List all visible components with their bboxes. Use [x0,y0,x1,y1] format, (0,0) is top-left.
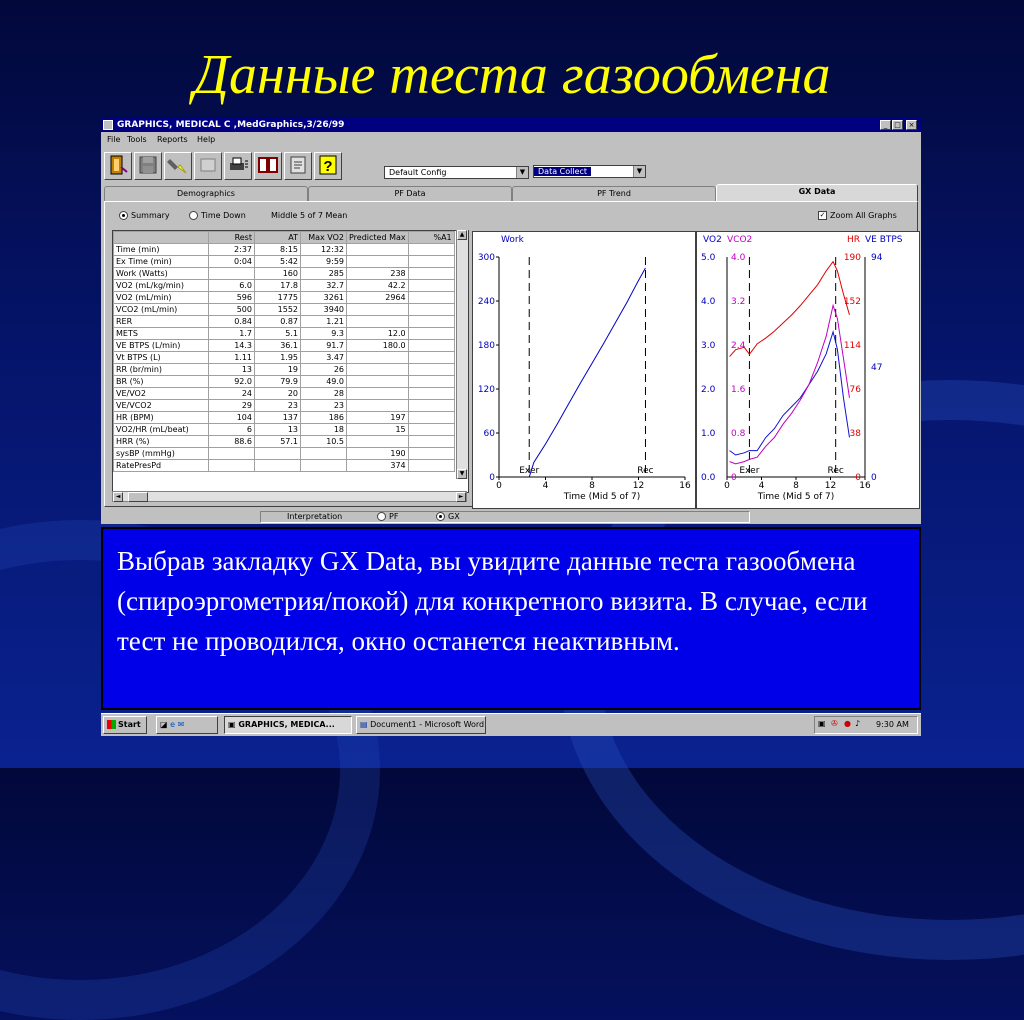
gx-radio[interactable] [436,512,460,522]
legend-vo2: VO2 [703,235,722,245]
row-label[interactable]: Vt BTPS (L) [114,352,209,364]
table-cell[interactable]: 1552 [255,304,301,316]
row-label[interactable] [114,232,209,244]
table-cell[interactable] [347,256,409,268]
clock: 9:30 AM [876,720,909,729]
legend-ve-btps: VE BTPS [865,235,903,245]
slide-title: Данные теста газообмена [193,44,831,106]
table-cell[interactable] [347,304,409,316]
table-cell[interactable] [255,448,301,460]
table-cell[interactable]: 17.8 [255,280,301,292]
table-row[interactable] [114,256,455,268]
table-cell[interactable]: 2:37 [209,244,255,256]
tray-icon[interactable]: ● [844,719,851,728]
menu-bar [101,133,921,146]
radio-empty-icon [189,211,198,220]
windows-logo-icon [107,720,116,729]
row-label[interactable]: RER [114,316,209,328]
table-cell[interactable] [408,460,454,472]
time-down-radio[interactable] [189,211,246,220]
x-tick-label: 16 [859,481,871,491]
summary-table [112,230,469,493]
app-window [101,118,921,524]
table-cell[interactable]: 500 [209,304,255,316]
table-row[interactable] [114,268,455,280]
vo2-series-line [730,332,850,455]
table-cell[interactable] [408,304,454,316]
y-left2-tick-label: 3.2 [731,297,746,307]
table-cell[interactable]: 12:32 [301,244,347,256]
table-cell[interactable]: 0:04 [209,256,255,268]
table-cell[interactable]: 26 [301,364,347,376]
scroll-up-icon[interactable]: ▲ [457,230,467,240]
table-cell[interactable]: 91.7 [301,340,347,352]
phase-marker-label: Rec [637,466,654,476]
toolbar [101,148,921,184]
taskbar-app-word-label: Document1 - Microsoft Word [370,720,485,729]
interpretation-bar [260,511,750,523]
table-cell[interactable]: 1.21 [301,316,347,328]
table-row[interactable] [114,328,455,340]
table-cell[interactable]: 28 [301,388,347,400]
table-row[interactable] [114,292,455,304]
flashlight-icon[interactable] [164,152,192,180]
table-cell[interactable]: 6 [209,424,255,436]
table-cell[interactable]: Predicted Max [347,232,409,244]
row-label[interactable]: METS [114,328,209,340]
menu-tools[interactable]: Tools [127,135,147,144]
table-cell[interactable] [347,364,409,376]
radio-empty-icon [377,512,386,521]
scroll-right-icon[interactable]: ► [456,492,466,502]
table-cell[interactable] [408,364,454,376]
table-cell[interactable] [209,448,255,460]
volume-icon[interactable]: ♪ [855,719,861,728]
taskbar-app-graphics-label: GRAPHICS, MEDICA... [238,720,335,729]
row-label[interactable]: VO2 (mL/kg/min) [114,280,209,292]
x-tick-label: 12 [824,481,837,491]
table-row[interactable] [114,376,455,388]
menu-reports[interactable]: Reports [157,135,188,144]
table-cell[interactable] [408,316,454,328]
table-cell[interactable]: 238 [347,268,409,280]
table-row[interactable] [114,280,455,292]
y-tick-label: 120 [477,385,495,395]
window-titlebar[interactable] [101,118,921,132]
y-right-tick-label: 190 [843,253,861,263]
table-cell[interactable] [347,388,409,400]
scroll-thumb[interactable] [128,492,148,502]
table-cell[interactable]: 285 [301,268,347,280]
window-title: GRAPHICS, MEDICAL C ,MedGraphics,3/26/99 [117,120,345,130]
close-button[interactable]: × [906,120,917,130]
table-cell[interactable]: 10.5 [301,436,347,448]
table-cell[interactable]: Rest [209,232,255,244]
tray-icon[interactable]: ▣ [818,719,826,728]
table-row[interactable] [114,400,455,412]
table-cell[interactable] [347,376,409,388]
work-chart [472,231,696,509]
table-cell[interactable]: 57.1 [255,436,301,448]
table-cell[interactable] [408,448,454,460]
y-left2-tick-label: 0.8 [731,429,746,439]
row-label[interactable]: RR (br/min) [114,364,209,376]
table-cell[interactable] [209,460,255,472]
table-cell[interactable] [408,412,454,424]
row-label[interactable]: VO2 (mL/min) [114,292,209,304]
table-cell[interactable]: 9.3 [301,328,347,340]
desktop-icon[interactable]: ◪ [160,720,168,729]
radio-selected-icon [436,512,445,521]
taskbar-app-graphics[interactable] [224,716,352,734]
table-row[interactable] [114,460,455,472]
table-cell[interactable]: 3261 [301,292,347,304]
system-tray [814,716,918,734]
status-bar [101,510,921,524]
phase-marker-label: Exer [519,466,540,476]
table-cell[interactable] [347,316,409,328]
blank-form-icon[interactable] [194,152,222,180]
y-right2-tick-label: 47 [871,363,883,373]
x-tick-label: 16 [679,481,691,491]
horizontal-scrollbar[interactable] [112,491,467,502]
y-right2-tick-label: 0 [871,473,877,483]
row-label[interactable]: HRR (%) [114,436,209,448]
y-right-tick-label: 76 [849,385,861,395]
table-cell[interactable]: 8:15 [255,244,301,256]
table-row[interactable] [114,412,455,424]
y-left-tick-label: 5.0 [701,253,716,263]
y-left2-tick-label: 0 [731,473,737,483]
tray-icon[interactable]: ✇ [831,719,838,728]
help-question-icon[interactable] [314,152,342,180]
row-label[interactable]: Work (Watts) [114,268,209,280]
mean-label: Middle 5 of 7 Mean [271,211,348,220]
legend-hr: HR [847,235,861,245]
row-label[interactable]: Ex Time (min) [114,256,209,268]
table-cell[interactable]: 186 [301,412,347,424]
start-label: Start [118,720,141,729]
table-cell[interactable] [209,268,255,280]
table-row[interactable] [114,352,455,364]
tab-strip [104,185,918,201]
table-cell[interactable] [347,400,409,412]
row-label[interactable]: RatePresPd [114,460,209,472]
table-row[interactable] [114,436,455,448]
gx-label: GX [448,512,460,521]
y-left-tick-label: 3.0 [701,341,716,351]
printer-icon[interactable] [224,152,252,180]
table-cell[interactable]: 12.0 [347,328,409,340]
table-cell[interactable] [301,460,347,472]
table-cell[interactable]: 190 [347,448,409,460]
table-row[interactable] [114,448,455,460]
y-tick-label: 60 [483,429,495,439]
book-icon[interactable] [254,152,282,180]
table-cell[interactable]: 5.1 [255,328,301,340]
y-left2-tick-label: 1.6 [731,385,746,395]
table-cell[interactable]: 20 [255,388,301,400]
y-right2-tick-label: 94 [871,253,883,263]
table-cell[interactable] [408,352,454,364]
scroll-down-icon[interactable]: ▼ [457,469,467,479]
y-tick-label: 0 [489,473,495,483]
ie-icon[interactable]: e [170,720,176,729]
chevron-down-icon[interactable]: ▼ [516,167,528,178]
x-tick-label: 12 [632,481,645,491]
table-cell[interactable] [255,460,301,472]
work-series-line [529,268,645,477]
tab-pf-trend[interactable]: PF Trend [512,186,716,201]
table-cell[interactable]: 15 [347,424,409,436]
table-cell[interactable]: 23 [255,400,301,412]
y-right-tick-label: 0 [855,473,861,483]
table-cell[interactable]: 180.0 [347,340,409,352]
table-row[interactable] [114,244,455,256]
checkmark-icon: ✓ [819,211,826,219]
y-left-tick-label: 0.0 [701,473,716,483]
x-axis-label: Time (Mid 5 of 7) [563,492,641,502]
table-cell[interactable] [301,448,347,460]
table-cell[interactable] [408,436,454,448]
table-header-row[interactable] [114,232,455,244]
graphics-app-icon: ▣ [228,720,236,729]
summary-label: Summary [131,211,170,220]
table-cell[interactable] [347,244,409,256]
zoom-all-checkbox[interactable] [818,211,897,220]
table-cell[interactable]: 1.7 [209,328,255,340]
table-cell[interactable]: 14.3 [209,340,255,352]
x-tick-label: 4 [542,481,549,491]
maximize-button[interactable]: □ [892,120,903,130]
table-cell[interactable] [347,352,409,364]
table-cell[interactable] [408,400,454,412]
start-button[interactable] [103,716,147,734]
table-cell[interactable]: 1.95 [255,352,301,364]
hr-series-line [730,262,850,357]
minimize-button[interactable]: _ [880,120,891,130]
row-label[interactable]: sysBP (mmHg) [114,448,209,460]
table-cell[interactable]: 36.1 [255,340,301,352]
phase-marker-label: Rec [827,466,844,476]
collect-select[interactable] [533,165,646,178]
x-tick-label: 4 [758,481,765,491]
table-cell[interactable] [347,436,409,448]
table-cell[interactable]: Max VO2 [301,232,347,244]
x-tick-label: 0 [724,481,730,491]
y-tick-label: 240 [477,297,495,307]
table-cell[interactable]: 2964 [347,292,409,304]
table-cell[interactable]: 49.0 [301,376,347,388]
y-tick-label: 300 [477,253,495,263]
table-cell[interactable] [408,256,454,268]
table-cell[interactable]: 3.47 [301,352,347,364]
table-cell[interactable] [408,292,454,304]
table-cell[interactable] [408,280,454,292]
table-row[interactable] [114,340,455,352]
table-cell[interactable]: 24 [209,388,255,400]
phase-marker-label: Exer [739,466,760,476]
collect-select-value: Data Collect [534,167,591,176]
chart-title: Work [501,235,524,245]
table-cell[interactable]: 1.11 [209,352,255,364]
y-left2-tick-label: 4.0 [731,253,746,263]
y-right-tick-label: 152 [843,297,861,307]
table-cell[interactable]: 197 [347,412,409,424]
tab-pf-data[interactable]: PF Data [308,186,512,201]
row-label[interactable]: VCO2 (mL/min) [114,304,209,316]
quick-launch [156,716,218,734]
row-label[interactable]: VE/VCO2 [114,400,209,412]
vertical-scrollbar[interactable] [456,230,468,479]
interpretation-label: Interpretation [287,512,343,521]
x-axis-label: Time (Mid 5 of 7) [757,492,835,502]
table-cell[interactable]: 0.84 [209,316,255,328]
chevron-down-icon[interactable]: ▼ [633,166,645,177]
y-right-tick-label: 38 [849,429,861,439]
slide-caption: Выбрав закладку GX Data, вы увидите данные теста газообмена (спироэргометрия/покой) для конкретного визита. В случае, если тест не проводился, окно останется неактивным. [101,527,921,710]
legend-vco2: VCO2 [727,235,753,245]
x-tick-label: 8 [793,481,799,491]
table-cell[interactable] [408,424,454,436]
table-cell[interactable]: 13 [209,364,255,376]
time-down-label: Time Down [201,211,246,220]
table-cell[interactable]: AT [255,232,301,244]
tab-demographics[interactable]: Demographics [104,186,308,201]
table-cell[interactable]: 104 [209,412,255,424]
row-label[interactable]: VO2/HR (mL/beat) [114,424,209,436]
table-row[interactable] [114,364,455,376]
app-icon[interactable] [103,120,113,130]
table-row[interactable] [114,304,455,316]
y-right-tick-label: 114 [843,341,861,351]
table-row[interactable] [114,316,455,328]
y-left-tick-label: 4.0 [701,297,716,307]
menu-file[interactable]: File [107,135,121,144]
row-label[interactable]: BR (%) [114,376,209,388]
table-cell[interactable] [408,376,454,388]
word-doc-icon: ▤ [360,720,368,729]
y-left-tick-label: 2.0 [701,385,716,395]
table-cell[interactable]: 0.87 [255,316,301,328]
table-cell[interactable]: 1775 [255,292,301,304]
tab-gx-data[interactable]: GX Data [716,184,918,201]
table-cell[interactable]: 32.7 [301,280,347,292]
x-tick-label: 0 [496,481,502,491]
row-label[interactable]: VE BTPS (L/min) [114,340,209,352]
table-cell[interactable]: 19 [255,364,301,376]
taskbar [101,713,921,736]
table-cell[interactable] [408,268,454,280]
summary-radio[interactable] [119,211,170,220]
svg-text:?: ? [323,158,333,175]
table-cell[interactable]: 137 [255,412,301,424]
x-tick-label: 8 [589,481,595,491]
table-cell[interactable]: 79.9 [255,376,301,388]
y-left2-tick-label: 2.4 [731,341,746,351]
table-cell[interactable]: 23 [301,400,347,412]
table-cell[interactable]: 6.0 [209,280,255,292]
table-row[interactable] [114,424,455,436]
table-cell[interactable]: 3940 [301,304,347,316]
vco2-series-line [730,305,850,463]
pf-label: PF [389,512,399,521]
pf-radio[interactable] [377,512,398,522]
y-tick-label: 180 [477,341,495,351]
table-cell[interactable]: 596 [209,292,255,304]
notepad-icon[interactable] [284,152,312,180]
outlook-icon[interactable]: ✉ [177,720,185,729]
table-cell[interactable]: 18 [301,424,347,436]
table-cell[interactable]: 92.0 [209,376,255,388]
table-cell[interactable]: 160 [255,268,301,280]
taskbar-app-word[interactable] [356,716,486,734]
table-cell[interactable]: 42.2 [347,280,409,292]
radio-selected-icon [119,211,128,220]
row-label[interactable]: HR (BPM) [114,412,209,424]
config-select-value: Default Config [389,168,447,177]
row-label[interactable]: Time (min) [114,244,209,256]
table-cell[interactable]: 374 [347,460,409,472]
table-cell[interactable]: 13 [255,424,301,436]
table-cell[interactable]: 29 [209,400,255,412]
y-left-tick-label: 1.0 [701,429,716,439]
table-cell[interactable] [408,244,454,256]
table-cell[interactable]: 9:59 [301,256,347,268]
exit-door-icon[interactable] [104,152,132,180]
table-cell[interactable] [408,340,454,352]
table-cell[interactable]: %A1 [408,232,454,244]
menu-help[interactable]: Help [197,135,216,144]
table-cell[interactable] [408,328,454,340]
table-row[interactable] [114,388,455,400]
gas-exchange-chart [696,231,920,509]
summary-table-body [113,231,455,472]
row-label[interactable]: VE/VO2 [114,388,209,400]
zoom-label: Zoom All Graphs [830,211,897,220]
table-cell[interactable] [408,388,454,400]
table-cell[interactable]: 88.6 [209,436,255,448]
table-cell[interactable]: 5:42 [255,256,301,268]
save-disk-icon[interactable] [134,152,162,180]
scroll-left-icon[interactable]: ◄ [113,492,123,502]
config-select[interactable] [384,166,529,179]
